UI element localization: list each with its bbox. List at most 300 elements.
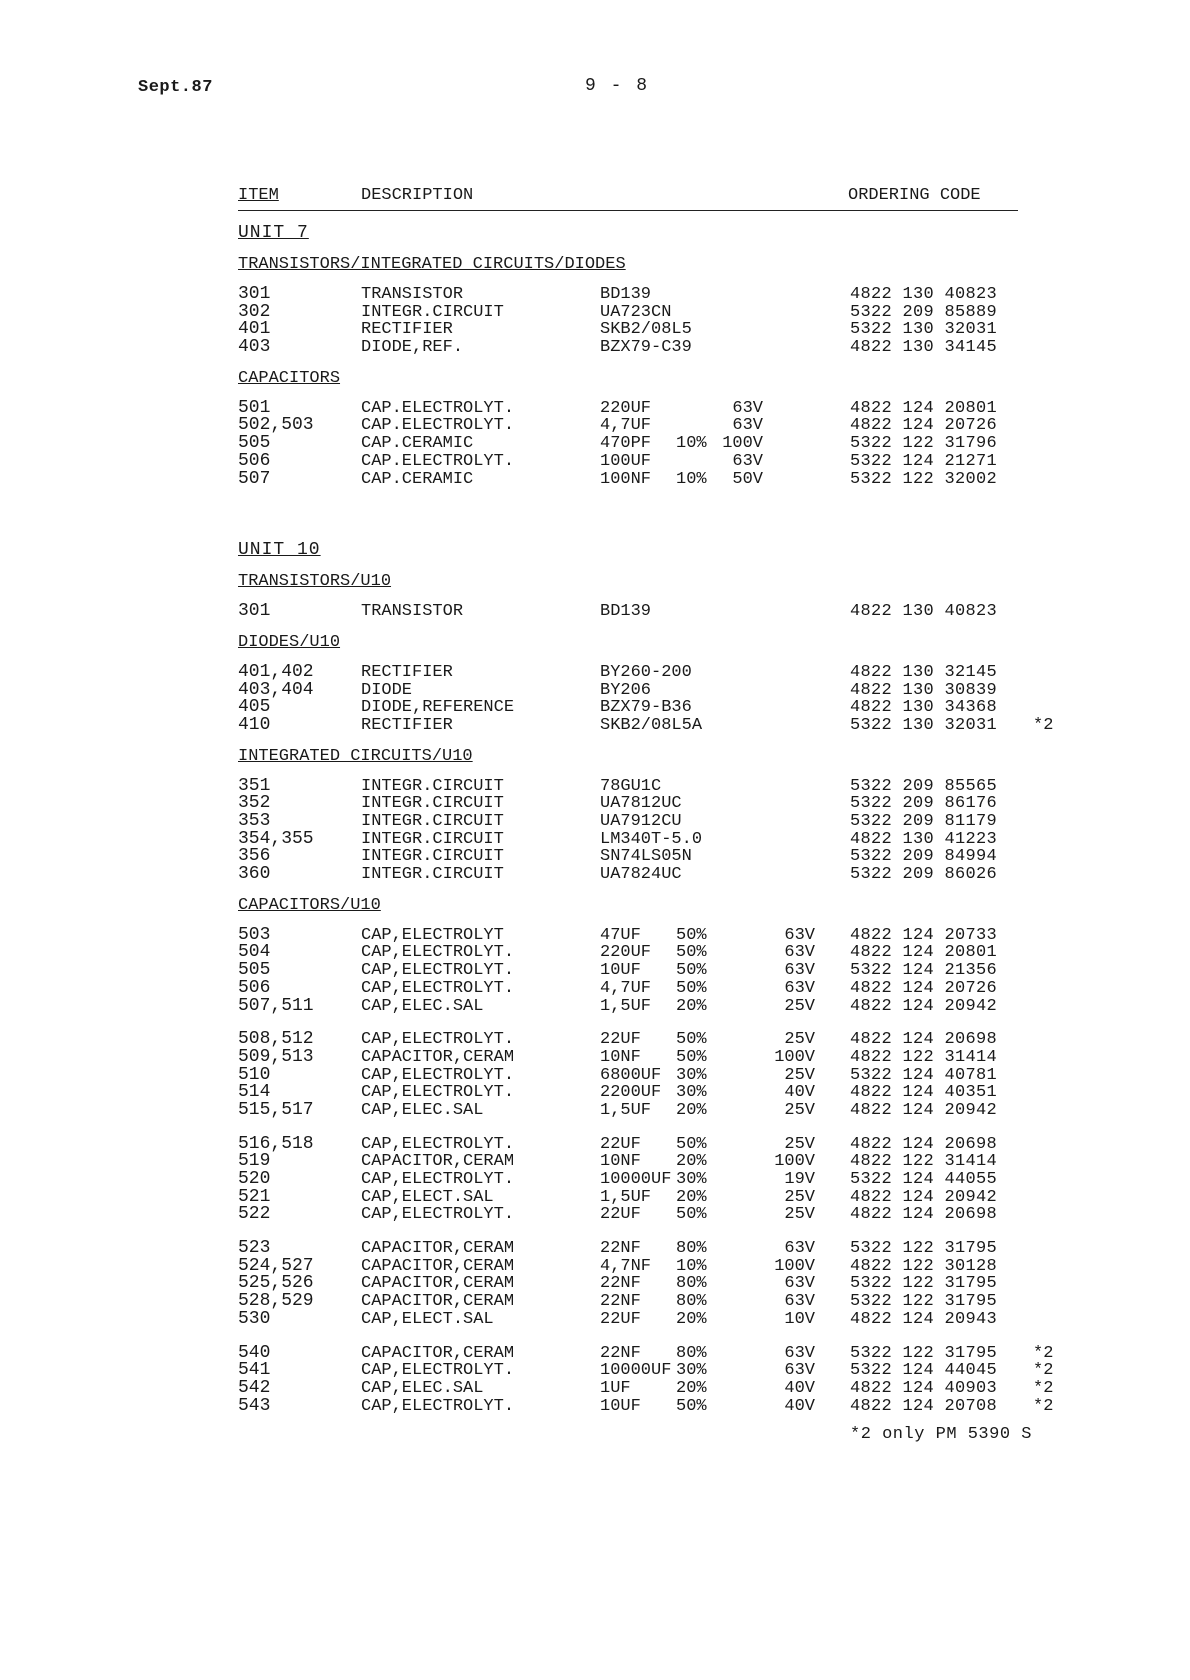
unit-block-unit7 xyxy=(238,211,1058,488)
item-voltage: 63V xyxy=(784,978,815,998)
item-number: 356 xyxy=(238,846,271,867)
item-tolerance: 50% xyxy=(676,1396,707,1416)
item-type: LM340T-5.0 xyxy=(600,829,703,849)
ordering-code: 4822 124 20733 xyxy=(850,925,998,945)
column-header-description: DESCRIPTION xyxy=(361,186,474,205)
table-row xyxy=(238,866,1058,884)
item-description: CAP,ELECTROLYT. xyxy=(361,1065,515,1085)
item-number: 528,529 xyxy=(238,1291,314,1312)
item-type: BY260-200 xyxy=(600,662,692,682)
item-number: 503 xyxy=(238,924,271,945)
ordering-code: 5322 124 44055 xyxy=(850,1170,998,1189)
item-number: 301 xyxy=(238,601,271,622)
item-tolerance: 10% xyxy=(676,469,707,489)
item-description: CAPACITOR,CERAM xyxy=(361,1292,515,1312)
page-date: Sept.87 xyxy=(138,78,213,97)
item-number: 516,518 xyxy=(238,1133,314,1154)
table-row xyxy=(238,714,1058,735)
table-row xyxy=(238,286,1058,304)
item-type: 6800UF xyxy=(600,1065,662,1085)
item-type: 470PF xyxy=(600,434,652,454)
ordering-code: 4822 124 20698 xyxy=(850,1030,998,1050)
item-type: 22NF xyxy=(600,1343,641,1363)
item-tolerance: 50% xyxy=(676,1205,707,1225)
item-description: DIODE,REFERENCE xyxy=(361,698,515,718)
item-type: 10UF xyxy=(600,961,641,981)
item-description: CAPACITOR,CERAM xyxy=(361,1343,515,1363)
section xyxy=(238,243,1058,357)
table-row xyxy=(238,603,1058,621)
footnote-text: *2 only PM 5390 S xyxy=(850,1425,1032,1445)
ordering-code: 5322 122 31795 xyxy=(850,1292,998,1312)
table-row xyxy=(238,1171,1058,1189)
item-voltage: 63V xyxy=(784,1343,815,1363)
item-description: INTEGR.CIRCUIT xyxy=(361,829,504,849)
footnote-marker: *2 xyxy=(1033,1378,1054,1398)
item-voltage: 63V xyxy=(784,1361,815,1381)
table-row xyxy=(238,995,1058,1016)
item-tolerance: 50% xyxy=(676,961,707,981)
item-type: SKB2/08L5 xyxy=(600,320,692,340)
ordering-code: 5322 130 32031 xyxy=(850,715,998,735)
item-description: CAP,ELECTROLYT. xyxy=(361,943,515,963)
table-row xyxy=(238,661,1058,682)
table-row xyxy=(238,924,1058,945)
item-voltage: 63V xyxy=(784,943,815,963)
item-type: BZX79-C39 xyxy=(600,338,692,358)
table-row xyxy=(238,977,1058,998)
item-description: CAPACITOR,CERAM xyxy=(361,1274,515,1294)
item-description: CAP,ELECTROLYT. xyxy=(361,961,515,981)
item-tolerance: 10% xyxy=(676,1256,707,1276)
table-row xyxy=(238,435,1058,453)
section-title: INTEGRATED CIRCUITS/U10 xyxy=(238,746,473,766)
item-type: 4,7UF xyxy=(600,978,652,998)
ordering-code: 4822 130 40823 xyxy=(850,285,998,304)
item-number: 523 xyxy=(238,1238,271,1259)
item-number: 525,526 xyxy=(238,1273,314,1294)
table-row xyxy=(238,1153,1058,1171)
table-row xyxy=(238,813,1058,831)
item-number: 543 xyxy=(238,1395,271,1416)
item-voltage: 63V xyxy=(784,961,815,981)
table-row xyxy=(238,397,1058,418)
row-group xyxy=(238,775,1058,885)
item-type: 220UF xyxy=(600,398,652,418)
item-description: CAP,ELECTROLYT. xyxy=(361,978,515,998)
ordering-code: 4822 124 20942 xyxy=(850,1100,998,1120)
unit-title: UNIT 7 xyxy=(238,223,309,243)
item-tolerance: 30% xyxy=(676,1083,707,1103)
item-description: CAP,ELEC.SAL xyxy=(361,1378,484,1398)
item-type: 2200UF xyxy=(600,1083,662,1103)
item-number: 522 xyxy=(238,1204,271,1225)
item-type: BZX79-B36 xyxy=(600,698,692,718)
ordering-code: 5322 122 31795 xyxy=(850,1343,998,1363)
item-number: 351 xyxy=(238,775,271,796)
section xyxy=(238,884,1058,1416)
ordering-code: 5322 209 86176 xyxy=(850,794,998,814)
ordering-code: 4822 124 20698 xyxy=(850,1134,998,1154)
item-tolerance: 30% xyxy=(676,1065,707,1085)
item-tolerance: 20% xyxy=(676,996,707,1016)
ordering-code: 5322 124 40781 xyxy=(850,1065,998,1085)
item-tolerance: 50% xyxy=(676,1047,707,1067)
table-row xyxy=(238,1395,1058,1416)
item-voltage: 63V xyxy=(732,416,763,436)
ordering-code: 5322 122 32002 xyxy=(850,469,998,489)
item-type: 220UF xyxy=(600,943,652,963)
table-row xyxy=(238,339,1058,357)
item-number: 519 xyxy=(238,1151,271,1172)
item-tolerance: 50% xyxy=(676,925,707,945)
column-header-ordering-code: ORDERING CODE xyxy=(848,186,981,205)
item-number: 510 xyxy=(238,1064,271,1085)
ordering-code: 4822 130 30839 xyxy=(850,680,998,700)
item-number: 354,355 xyxy=(238,828,314,849)
item-number: 542 xyxy=(238,1377,271,1398)
item-voltage: 25V xyxy=(784,1134,815,1154)
ordering-code: 4822 124 20726 xyxy=(850,978,998,998)
item-type: 100UF xyxy=(600,451,652,471)
ordering-code: 4822 124 40351 xyxy=(850,1083,998,1103)
ordering-code: 5322 124 21356 xyxy=(850,961,998,981)
item-number: 504 xyxy=(238,942,271,963)
item-tolerance: 20% xyxy=(676,1152,707,1172)
item-voltage: 19V xyxy=(784,1170,815,1189)
item-type: 10NF xyxy=(600,1152,641,1172)
item-number: 401 xyxy=(238,319,271,340)
table-row xyxy=(238,450,1058,471)
ordering-code: 4822 122 31414 xyxy=(850,1152,998,1172)
table-row xyxy=(238,1064,1058,1085)
item-type: 4,7NF xyxy=(600,1256,652,1276)
item-voltage: 10V xyxy=(784,1309,815,1329)
page-number: 9 - 8 xyxy=(585,76,650,96)
item-description: DIODE xyxy=(361,680,413,700)
item-voltage: 40V xyxy=(784,1083,815,1103)
ordering-code: 5322 124 44045 xyxy=(850,1361,998,1381)
item-description: CAP,ELECTROLYT. xyxy=(361,1170,515,1189)
table-row xyxy=(238,1240,1058,1258)
ordering-code: 4822 124 20708 xyxy=(850,1396,998,1416)
item-description: CAP,ELEC.SAL xyxy=(361,996,484,1016)
item-voltage: 25V xyxy=(784,1100,815,1120)
item-voltage: 63V xyxy=(784,1239,815,1259)
item-tolerance: 30% xyxy=(676,1170,707,1189)
item-voltage: 63V xyxy=(732,451,763,471)
item-description: TRANSISTOR xyxy=(361,602,464,622)
item-tolerance: 50% xyxy=(676,943,707,963)
ordering-code: 4822 124 20698 xyxy=(850,1205,998,1225)
item-description: CAPACITOR,CERAM xyxy=(361,1239,515,1259)
item-type: 22NF xyxy=(600,1292,641,1312)
item-number: 507 xyxy=(238,468,271,489)
item-description: INTEGR.CIRCUIT xyxy=(361,847,504,867)
column-header-item: ITEM xyxy=(238,186,279,205)
ordering-code: 4822 130 41223 xyxy=(850,829,998,849)
table-row xyxy=(238,1186,1058,1207)
item-type: BD139 xyxy=(600,285,652,304)
item-description: CAP.ELECTROLYT. xyxy=(361,451,515,471)
item-type: UA7812UC xyxy=(600,794,682,814)
item-tolerance: 50% xyxy=(676,1134,707,1154)
item-number: 506 xyxy=(238,450,271,471)
item-description: CAP,ELEC.SAL xyxy=(361,1100,484,1120)
item-tolerance: 80% xyxy=(676,1274,707,1294)
item-tolerance: 20% xyxy=(676,1378,707,1398)
section xyxy=(238,621,1058,735)
ordering-code: 5322 124 21271 xyxy=(850,451,998,471)
table-row xyxy=(238,1377,1058,1398)
item-voltage: 63V xyxy=(784,1292,815,1312)
table-row xyxy=(238,1275,1058,1293)
table-row xyxy=(238,962,1058,980)
item-description: CAP.ELECTROLYT. xyxy=(361,398,515,418)
unit-block-unit10 xyxy=(238,528,1058,1415)
table-row xyxy=(238,1133,1058,1154)
row-group xyxy=(238,1031,1058,1119)
item-tolerance: 80% xyxy=(676,1292,707,1312)
item-type: 22NF xyxy=(600,1274,641,1294)
section-title: DIODES/U10 xyxy=(238,632,341,652)
table-row xyxy=(238,848,1058,866)
item-type: 22UF xyxy=(600,1309,641,1329)
item-description: INTEGR.CIRCUIT xyxy=(361,776,504,796)
item-description: CAPACITOR,CERAM xyxy=(361,1152,515,1172)
item-description: CAP.CERAMIC xyxy=(361,434,474,454)
row-group xyxy=(238,603,1058,621)
item-number: 501 xyxy=(238,397,271,418)
table-row xyxy=(238,301,1058,322)
row-group xyxy=(238,286,1058,357)
ordering-code: 4822 130 32145 xyxy=(850,662,998,682)
item-type: 10UF xyxy=(600,1396,641,1416)
table-row xyxy=(238,468,1058,489)
item-number: 508,512 xyxy=(238,1029,314,1050)
item-type: 47UF xyxy=(600,925,641,945)
item-description: INTEGR.CIRCUIT xyxy=(361,812,504,831)
item-type: 22UF xyxy=(600,1030,641,1050)
item-tolerance: 10% xyxy=(676,434,707,454)
column-headers xyxy=(238,186,1018,211)
item-type: 22UF xyxy=(600,1205,641,1225)
table-row xyxy=(238,321,1058,339)
item-number: 540 xyxy=(238,1342,271,1363)
item-voltage: 63V xyxy=(732,398,763,418)
item-number: 520 xyxy=(238,1169,271,1189)
item-type: 10NF xyxy=(600,1047,641,1067)
item-description: CAP.CERAMIC xyxy=(361,469,474,489)
table-row xyxy=(238,1362,1058,1380)
item-type: 4,7UF xyxy=(600,416,652,436)
item-voltage: 100V xyxy=(722,434,763,454)
ordering-code: 5322 209 81179 xyxy=(850,812,998,831)
item-number: 505 xyxy=(238,960,271,981)
item-type: 78GU1C xyxy=(600,776,662,796)
ordering-code: 4822 124 40903 xyxy=(850,1378,998,1398)
item-description: CAP.ELECTROLYT. xyxy=(361,416,515,436)
item-number: 301 xyxy=(238,284,271,304)
footnote-marker: *2 xyxy=(1033,1361,1054,1381)
ordering-code: 5322 122 31795 xyxy=(850,1274,998,1294)
item-type: 1,5UF xyxy=(600,996,652,1016)
item-type: BD139 xyxy=(600,602,652,622)
table-row xyxy=(238,1206,1058,1224)
item-number: 360 xyxy=(238,864,271,885)
item-voltage: 40V xyxy=(784,1396,815,1416)
item-tolerance: 20% xyxy=(676,1309,707,1329)
item-type: 22NF xyxy=(600,1239,641,1259)
ordering-code: 4822 130 34368 xyxy=(850,698,998,718)
item-description: TRANSISTOR xyxy=(361,285,464,304)
table-row xyxy=(238,1084,1058,1102)
item-description: INTEGR.CIRCUIT xyxy=(361,865,504,885)
table-row xyxy=(238,1031,1058,1049)
item-type: SN74LS05N xyxy=(600,847,692,867)
item-type: 1UF xyxy=(600,1378,631,1398)
row-group xyxy=(238,1133,1058,1225)
ordering-code: 5322 209 85565 xyxy=(850,776,998,796)
item-description: INTEGR.CIRCUIT xyxy=(361,302,504,322)
item-voltage: 63V xyxy=(784,1274,815,1294)
item-number: 403 xyxy=(238,337,271,358)
item-number: 302 xyxy=(238,301,271,322)
item-number: 514 xyxy=(238,1082,271,1103)
item-voltage: 40V xyxy=(784,1378,815,1398)
ordering-code: 4822 124 20726 xyxy=(850,416,998,436)
table-row xyxy=(238,1293,1058,1311)
item-number: 353 xyxy=(238,811,271,831)
section xyxy=(238,357,1058,488)
item-tolerance: 80% xyxy=(676,1239,707,1259)
ordering-code: 4822 124 20801 xyxy=(850,943,998,963)
item-description: RECTIFIER xyxy=(361,320,453,340)
table-row xyxy=(238,417,1058,435)
ordering-code: 4822 122 31414 xyxy=(850,1047,998,1067)
item-description: DIODE,REF. xyxy=(361,338,464,358)
item-number: 509,513 xyxy=(238,1046,314,1067)
item-type: 1,5UF xyxy=(600,1100,652,1120)
item-number: 401,402 xyxy=(238,661,314,682)
item-description: CAP,ELECTROLYT. xyxy=(361,1361,515,1381)
table-row xyxy=(238,1099,1058,1120)
row-group xyxy=(238,924,1058,1016)
item-number: 530 xyxy=(238,1308,271,1329)
item-type: UA723CN xyxy=(600,302,672,322)
item-number: 352 xyxy=(238,793,271,814)
section xyxy=(238,560,1058,621)
row-group xyxy=(238,661,1058,735)
row-group xyxy=(238,397,1058,489)
section xyxy=(238,735,1058,884)
parts-list xyxy=(238,186,1058,1449)
table-row xyxy=(238,679,1058,700)
table-row xyxy=(238,944,1058,962)
item-description: CAP,ELECT.SAL xyxy=(361,1187,494,1207)
item-number: 507,511 xyxy=(238,995,314,1016)
ordering-code: 4822 124 20942 xyxy=(850,996,998,1016)
item-voltage: 63V xyxy=(784,925,815,945)
item-voltage: 100V xyxy=(774,1256,815,1276)
item-description: CAP,ELECTROLYT. xyxy=(361,1205,515,1225)
ordering-code: 5322 122 31795 xyxy=(850,1239,998,1259)
item-number: 405 xyxy=(238,697,271,718)
item-type: 10000UF xyxy=(600,1170,672,1189)
item-number: 502,503 xyxy=(238,415,314,436)
section-title: TRANSISTORS/U10 xyxy=(238,572,392,592)
item-description: CAP,ELECTROLYT. xyxy=(361,1083,515,1103)
item-voltage: 25V xyxy=(784,996,815,1016)
section-title: CAPACITORS xyxy=(238,368,341,388)
item-description: INTEGR.CIRCUIT xyxy=(361,794,504,814)
item-number: 410 xyxy=(238,714,271,735)
item-tolerance: 50% xyxy=(676,1030,707,1050)
item-tolerance: 50% xyxy=(676,978,707,998)
item-description: CAP,ELECTROLYT. xyxy=(361,1134,515,1154)
table-row xyxy=(238,1046,1058,1067)
item-number: 506 xyxy=(238,977,271,998)
item-tolerance: 20% xyxy=(676,1187,707,1207)
item-type: UA7824UC xyxy=(600,865,682,885)
item-number: 524,527 xyxy=(238,1255,314,1276)
item-number: 505 xyxy=(238,433,271,454)
item-voltage: 25V xyxy=(784,1205,815,1225)
unit-title: UNIT 10 xyxy=(238,540,321,561)
item-description: CAP,ELECTROLYT. xyxy=(361,1030,515,1050)
table-row xyxy=(238,1255,1058,1276)
row-group xyxy=(238,1342,1058,1416)
table-row xyxy=(238,775,1058,796)
ordering-code: 5322 209 86026 xyxy=(850,865,998,885)
ordering-code: 5322 122 31796 xyxy=(850,434,998,454)
item-type: BY206 xyxy=(600,680,652,700)
item-tolerance: 20% xyxy=(676,1100,707,1120)
ordering-code: 4822 122 30128 xyxy=(850,1256,998,1276)
table-row xyxy=(238,795,1058,813)
footnote-marker: *2 xyxy=(1033,715,1054,735)
ordering-code: 5322 209 84994 xyxy=(850,847,998,867)
ordering-code: 4822 130 34145 xyxy=(850,338,998,358)
item-number: 403,404 xyxy=(238,679,314,700)
item-type: 1,5UF xyxy=(600,1187,652,1207)
item-voltage: 25V xyxy=(784,1030,815,1050)
item-number: 515,517 xyxy=(238,1099,314,1120)
units-container xyxy=(238,211,1058,1415)
footnote-marker: *2 xyxy=(1033,1343,1054,1363)
item-description: CAP,ELECT.SAL xyxy=(361,1309,494,1329)
section-title: CAPACITORS/U10 xyxy=(238,895,381,915)
item-tolerance: 80% xyxy=(676,1343,707,1363)
item-number: 521 xyxy=(238,1186,271,1207)
item-type: 22UF xyxy=(600,1134,641,1154)
ordering-code: 5322 209 85889 xyxy=(850,302,998,322)
item-voltage: 100V xyxy=(774,1047,815,1067)
item-voltage: 25V xyxy=(784,1187,815,1207)
ordering-code: 4822 124 20943 xyxy=(850,1309,998,1329)
ordering-code: 5322 130 32031 xyxy=(850,320,998,340)
table-row xyxy=(238,1308,1058,1329)
row-group xyxy=(238,1240,1058,1328)
footnote xyxy=(238,1425,1058,1449)
item-number: 541 xyxy=(238,1360,271,1381)
table-row xyxy=(238,1342,1058,1363)
item-voltage: 50V xyxy=(732,469,763,489)
ordering-code: 4822 124 20942 xyxy=(850,1187,998,1207)
footnote-marker: *2 xyxy=(1033,1396,1054,1416)
item-description: CAPACITOR,CERAM xyxy=(361,1047,515,1067)
item-description: RECTIFIER xyxy=(361,715,453,735)
